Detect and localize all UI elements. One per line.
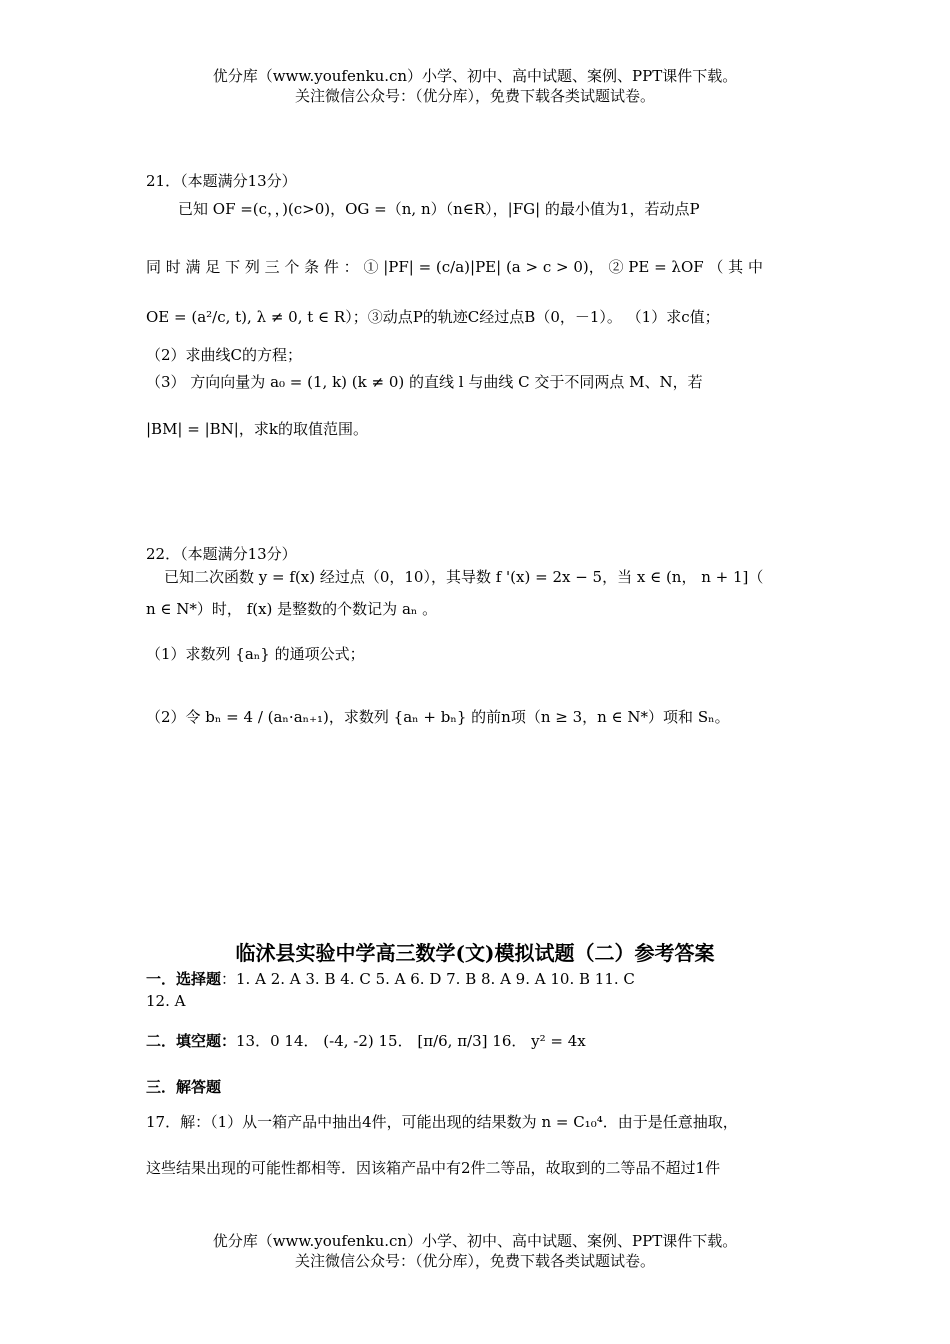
footer-line-1: 优分库（www.youfenku.cn）小学、初中、高中试题、案例、PPT课件下载。	[212, 1232, 738, 1250]
q21-line-3: OE = (a²/c, t), λ ≠ 0, t ∈ R）；③动点P的轨迹C经过点B（0，－1）。 （1）求c值；	[146, 308, 720, 326]
q21-heading: 21．（本题满分13分）	[146, 172, 297, 190]
q21-line-5: （3） 方向向量为 a₀ = (1, k) (k ≠ 0) 的直线 l 与曲线 C 交于不同两点 M、N，若	[146, 373, 703, 391]
q22-heading: 22．（本题满分13分）	[146, 545, 297, 563]
section-fill-text: 13．0 14． (-4, -2) 15． [π/6, π/3] 16． y² = 4x	[236, 1032, 586, 1050]
q17-line-1: 17．解：（1）从一箱产品中抽出4件，可能出现的结果数为 n = C₁₀⁴．由于是任意抽取，	[146, 1113, 738, 1131]
section-choice-cont: 12. A	[146, 992, 186, 1010]
q21-line-1: 已知 OF =(c，，)(c>0)，OG =（n, n）（n∈R），|FG| 的最小值为1，若动点P	[178, 200, 700, 218]
section-choice	[146, 968, 635, 989]
section-fill-label: 二．填空题：	[146, 1032, 237, 1050]
q22-line-2: n ∈ N*）时， f(x) 是整数的个数记为 aₙ 。	[146, 600, 438, 618]
header-line-1: 优分库（www.youfenku.cn）小学、初中、高中试题、案例、PPT课件下载。	[212, 67, 738, 85]
q22-line-3: （1）求数列 {aₙ} 的通项公式；	[146, 645, 365, 663]
footer-line-2: 关注微信公众号：（优分库），免费下载各类试题试卷。	[294, 1252, 655, 1270]
section-solve-label: 三．解答题	[146, 1078, 222, 1096]
q22-line-1: 已知二次函数 y = f(x) 经过点（0，10），其导数 f '(x) = 2x − 5，当 x ∈ (n， n + 1]（	[164, 568, 764, 586]
section-choice-label: 一．选择题	[146, 970, 222, 988]
q21-line-4: （2）求曲线C的方程；	[146, 346, 303, 364]
answer-title: 临沭县实验中学高三数学(文)模拟试题（二）参考答案	[235, 941, 715, 965]
q22-line-4: （2）令 bₙ = 4 / (aₙ·aₙ₊₁)，求数列 {aₙ + bₙ} 的前n项（n ≥ 3，n ∈ N*）项和 Sₙ。	[146, 708, 730, 726]
section-choice-text: ：1. A 2. A 3. B 4. C 5. A 6. D 7. B 8. A 9. A 10. B 11. C	[221, 970, 635, 988]
q17-line-2: 这些结果出现的可能性都相等．因该箱产品中有2件二等品，故取到的二等品不超过1件	[146, 1159, 721, 1177]
section-fill	[146, 1030, 586, 1051]
header-line-2: 关注微信公众号：（优分库），免费下载各类试题试卷。	[294, 87, 655, 105]
q21-line-6: |BM| = |BN|，求k的取值范围。	[146, 420, 368, 438]
q21-line-2: 同 时 满 足 下 列 三 个 条 件 ： ① |PF| = (c/a)|PE| (a > c > 0)， ② PE = λOF （ 其 中	[146, 258, 763, 276]
